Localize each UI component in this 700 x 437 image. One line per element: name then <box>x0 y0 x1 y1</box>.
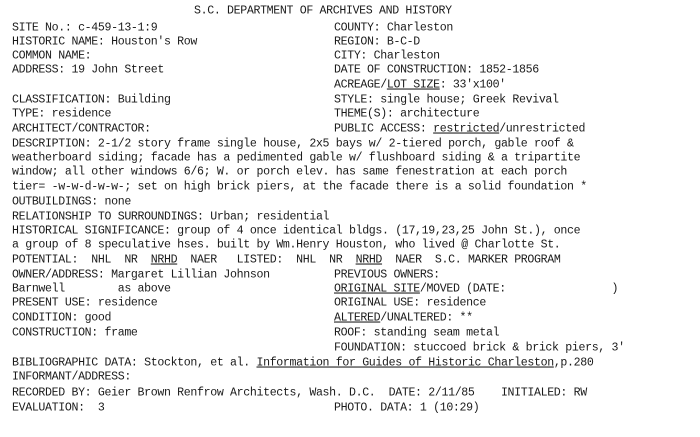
construction: CONSTRUCTION: frame <box>12 326 138 340</box>
potential-nrhd: NRHD <box>150 253 178 267</box>
owner-address-line-2: Barnwell as above <box>12 282 171 296</box>
public-access-label: PUBLIC ACCESS: <box>334 122 434 136</box>
description-line-3: window; all other windows 6/6; W. or porch elev. has same fenestration at each porch <box>12 165 568 179</box>
evaluation: EVALUATION: 3 <box>12 401 105 415</box>
marker-program: NAER S.C. MARKER PROGRAM <box>382 253 561 267</box>
altered-unaltered <box>334 311 473 326</box>
informant-address: INFORMANT/ADDRESS: <box>12 370 131 384</box>
original-use: ORIGINAL USE: residence <box>334 296 486 310</box>
listed-label: NAER LISTED: NHL NR <box>177 253 356 267</box>
acreage <box>334 78 506 93</box>
altered-label: ALTERED <box>334 311 381 325</box>
significance-line-1: HISTORICAL SIGNIFICANCE: group of 4 once identical bldgs. (17,19,23,25 John St.), once <box>12 224 581 238</box>
moved-date: /MOVED (DATE: ) <box>419 282 619 296</box>
type: TYPE: residence <box>12 107 112 121</box>
owner-address: OWNER/ADDRESS: Margaret Lillian Johnson <box>12 268 270 282</box>
previous-owners: PREVIOUS OWNERS: <box>334 268 440 282</box>
bibliographic-label: BIBLIOGRAPHIC DATA: Stockton, et al. <box>12 356 257 370</box>
recorded-by: RECORDED BY: Geier Brown Renfrow Architects, Wash. D.C. DATE: 2/11/85 INITIALED: RW <box>12 386 587 400</box>
common-name: COMMON NAME: <box>12 49 92 63</box>
relationship-to-surroundings: RELATIONSHIP TO SURROUNDINGS: Urban; residential <box>12 210 330 224</box>
acreage-value: : 33'x100' <box>439 78 506 92</box>
themes: THEME(S): architecture <box>334 107 480 121</box>
original-site-label: ORIGINAL SITE <box>334 282 420 296</box>
region: REGION: B-C-D <box>334 35 420 49</box>
style: STYLE: single house; Greek Revival <box>334 93 559 107</box>
bibliographic-page: ,p.280 <box>553 356 594 370</box>
city: CITY: Charleston <box>334 49 440 63</box>
unaltered-label: /UNALTERED: ** <box>380 311 473 325</box>
potential-listed <box>12 253 560 268</box>
description-line-1: DESCRIPTION: 2-1/2 story frame single house, 2x5 bays w/ 2-tiered porch, gable roof & <box>12 137 574 151</box>
bibliographic-data <box>12 356 593 371</box>
roof: ROOF: standing seam metal <box>334 326 500 340</box>
classification: CLASSIFICATION: Building <box>12 93 171 107</box>
original-site <box>334 282 618 297</box>
address: ADDRESS: 19 John Street <box>12 63 164 77</box>
acreage-label: ACREAGE/ <box>334 78 387 92</box>
lot-size-label: LOT SIZE <box>386 78 440 92</box>
photo-data: PHOTO. DATA: 1 (10:29) <box>334 401 480 415</box>
architect-contractor: ARCHITECT/CONTRACTOR: <box>12 122 151 136</box>
county: COUNTY: Charleston <box>334 21 453 35</box>
listed-nrhd: NRHD <box>355 253 383 267</box>
date-of-construction: DATE OF CONSTRUCTION: 1852-1856 <box>334 63 539 77</box>
card-header: S.C. DEPARTMENT OF ARCHIVES AND HISTORY <box>194 4 452 18</box>
present-use: PRESENT USE: residence <box>12 296 158 310</box>
site-number: SITE No.: c-459-13-1:9 <box>12 21 158 35</box>
outbuildings: OUTBUILDINGS: none <box>12 195 131 209</box>
public-access <box>334 122 585 137</box>
condition: CONDITION: good <box>12 311 112 325</box>
historic-name: HISTORIC NAME: Houston's Row <box>12 35 198 49</box>
description-line-2: weatherboard siding; facade has a pedimented gable w/ flushboard siding & a tripartite <box>12 151 581 165</box>
foundation: FOUNDATION: stuccoed brick & brick piers, 3' <box>334 341 625 355</box>
description-line-4: tier= -w-w-d-w-w-; set on high brick piers, at the facade there is a solid foundation * <box>12 180 587 194</box>
unrestricted-value: /unrestricted <box>499 122 586 136</box>
significance-line-2: a group of 8 speculative hses. built by Wm.Henry Houston, who lived @ Charlotte St. <box>12 238 561 252</box>
potential-label: POTENTIAL: NHL NR <box>12 253 151 267</box>
bibliographic-title: Information for Guides of Historic Charleston <box>256 356 554 370</box>
restricted-value: restricted <box>433 122 500 136</box>
